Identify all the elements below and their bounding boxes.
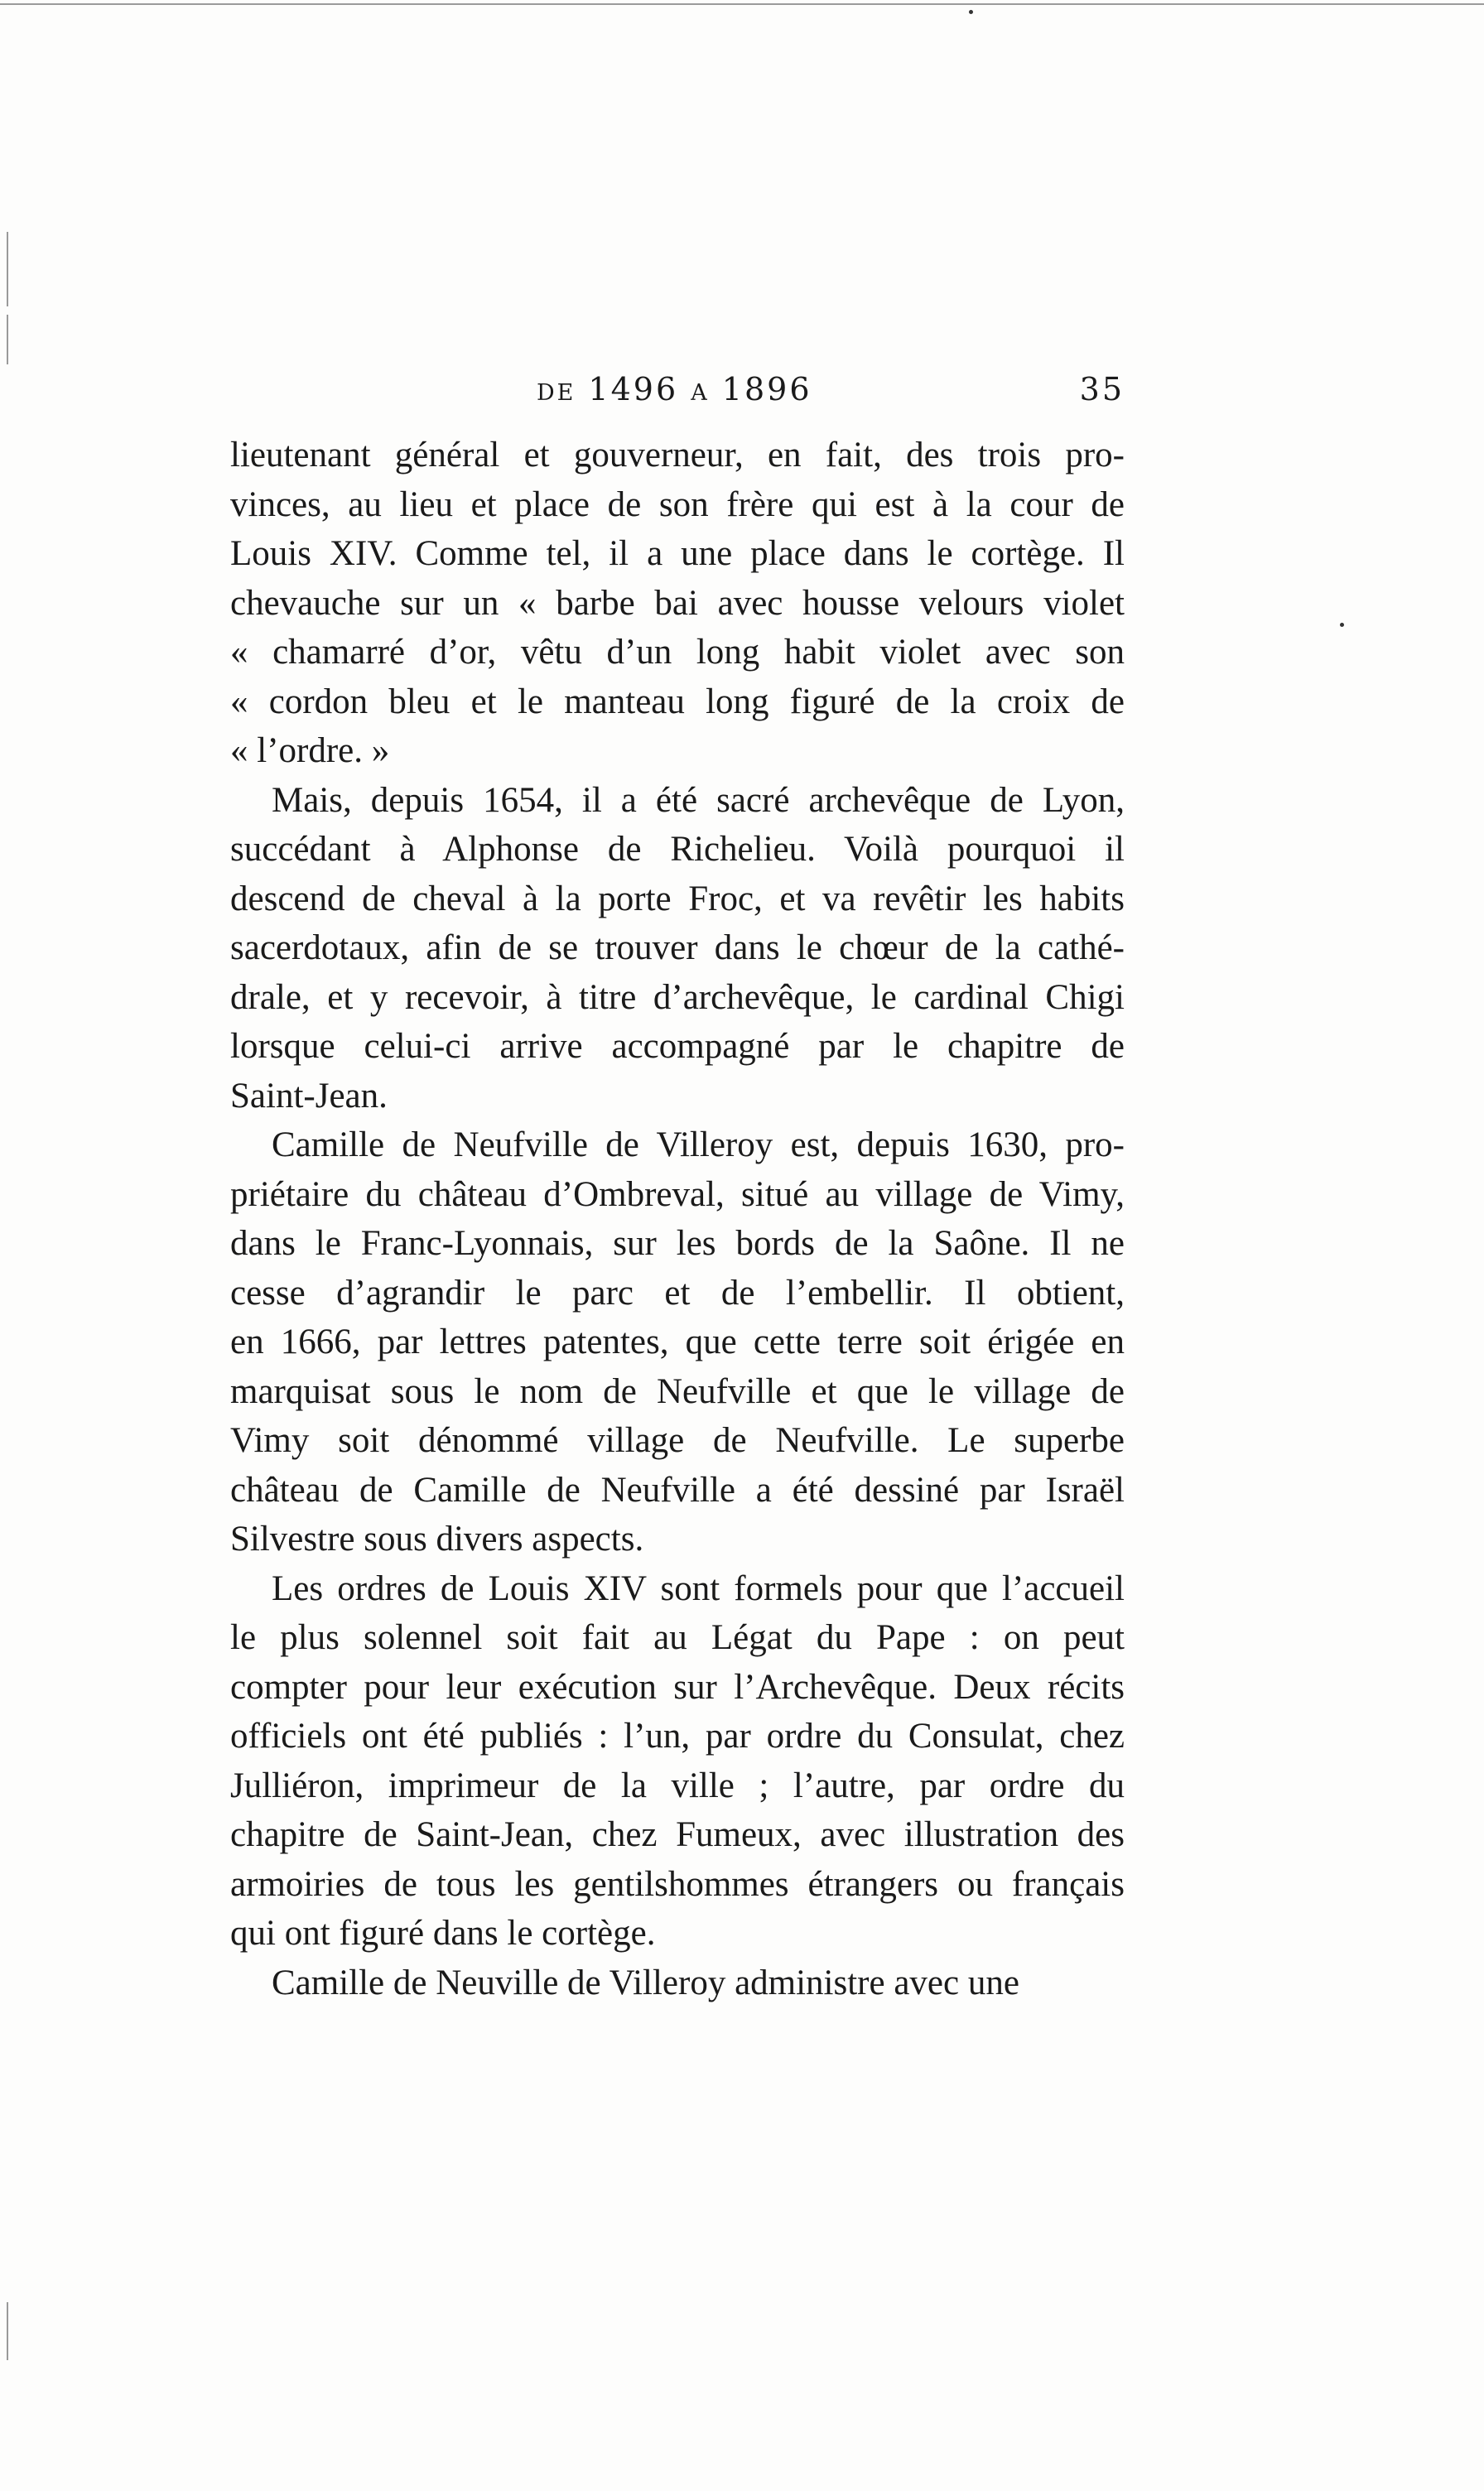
page-number: 35 (1079, 371, 1125, 407)
text-line: chevauche sur un « barbe bai avec housse velours violet (230, 583, 1125, 623)
paragraph (230, 1959, 1125, 2008)
text-line: armoiries de tous les gentilshommes étrangers ou français (230, 1864, 1125, 1904)
text-line: officiels ont été publiés : l’un, par ordre du Consulat, chez (230, 1717, 1125, 1756)
scan-left-edge-mark (7, 315, 8, 364)
scan-left-edge-mark (7, 232, 8, 306)
text-line: Mais, depuis 1654, il a été sacré archevêque de Lyon, (272, 780, 1125, 820)
text-line: Julliéron, imprimeur de la ville ; l’autre, par ordre du (230, 1766, 1125, 1805)
text-line: succédant à Alphonse de Richelieu. Voilà pourquoi il (230, 830, 1125, 869)
text-line: Camille de Neuville de Villeroy administre avec une (272, 1963, 1019, 2002)
text-line: sacerdotaux, afin de se trouver dans le chœur de la cathé- (230, 928, 1125, 967)
text-line: « cordon bleu et le manteau long figuré de la croix de (230, 682, 1125, 721)
text-line: qui ont figuré dans le cortège. (230, 1914, 656, 1953)
paragraph (230, 1564, 1125, 1959)
scan-top-edge (0, 3, 1484, 5)
text-line: Saint-Jean. (230, 1076, 388, 1115)
text-line: Silvestre sous divers aspects. (230, 1520, 644, 1559)
text-line: vinces, au lieu et place de son frère qui est à la cour de (230, 484, 1125, 524)
text-line: Camille de Neufville de Villeroy est, depuis 1630, pro- (272, 1125, 1125, 1164)
paragraph (230, 431, 1125, 776)
scan-speck (1340, 623, 1344, 627)
paragraph (230, 776, 1125, 1121)
text-line: dans le Franc-Lyonnais, sur les bords de la Saône. Il ne (230, 1224, 1125, 1263)
scan-left-edge-mark (7, 2302, 8, 2360)
text-line: descend de cheval à la porte Froc, et va revêtir les habits (230, 879, 1125, 918)
body-text (230, 431, 1125, 2007)
paragraph (230, 1120, 1125, 1564)
text-line: marquisat sous le nom de Neufville et que le village de (230, 1371, 1125, 1411)
text-line: lorsque celui-ci arrive accompagné par le chapitre de (230, 1027, 1125, 1066)
running-head-title: de 1496 a 1896 (537, 371, 812, 407)
text-line: en 1666, par lettres patentes, que cette terre soit érigée en (230, 1323, 1125, 1361)
text-line: Louis XIV. Comme tel, il a une place dans le cortège. Il (230, 534, 1125, 573)
text-line: château de Camille de Neufville a été dessiné par Israël (230, 1470, 1125, 1510)
text-line: drale, et y recevoir, à titre d’archevêque, le cardinal Chigi (230, 977, 1125, 1017)
text-line: chapitre de Saint-Jean, chez Fumeux, avec illustration des (230, 1815, 1125, 1854)
text-line: « l’ordre. » (230, 731, 390, 770)
text-line: priétaire du château d’Ombreval, situé au village de Vimy, (230, 1174, 1125, 1214)
text-line: le plus solennel soit fait au Légat du Pape : on peut (230, 1618, 1125, 1657)
text-line: Les ordres de Louis XIV sont formels pour que l’accueil (272, 1568, 1125, 1608)
running-head (230, 371, 1125, 421)
text-line: « chamarré d’or, vêtu d’un long habit violet avec son (230, 633, 1125, 672)
scan-speck (969, 10, 973, 14)
text-line: cesse d’agrandir le parc et de l’embellir. Il obtient, (230, 1273, 1125, 1313)
text-line: compter pour leur exécution sur l’Archevêque. Deux récits (230, 1667, 1125, 1707)
text-line: Vimy soit dénommé village de Neufville. Le superbe (230, 1421, 1125, 1460)
text-line: lieutenant général et gouverneur, en fait, des trois pro- (230, 436, 1125, 475)
